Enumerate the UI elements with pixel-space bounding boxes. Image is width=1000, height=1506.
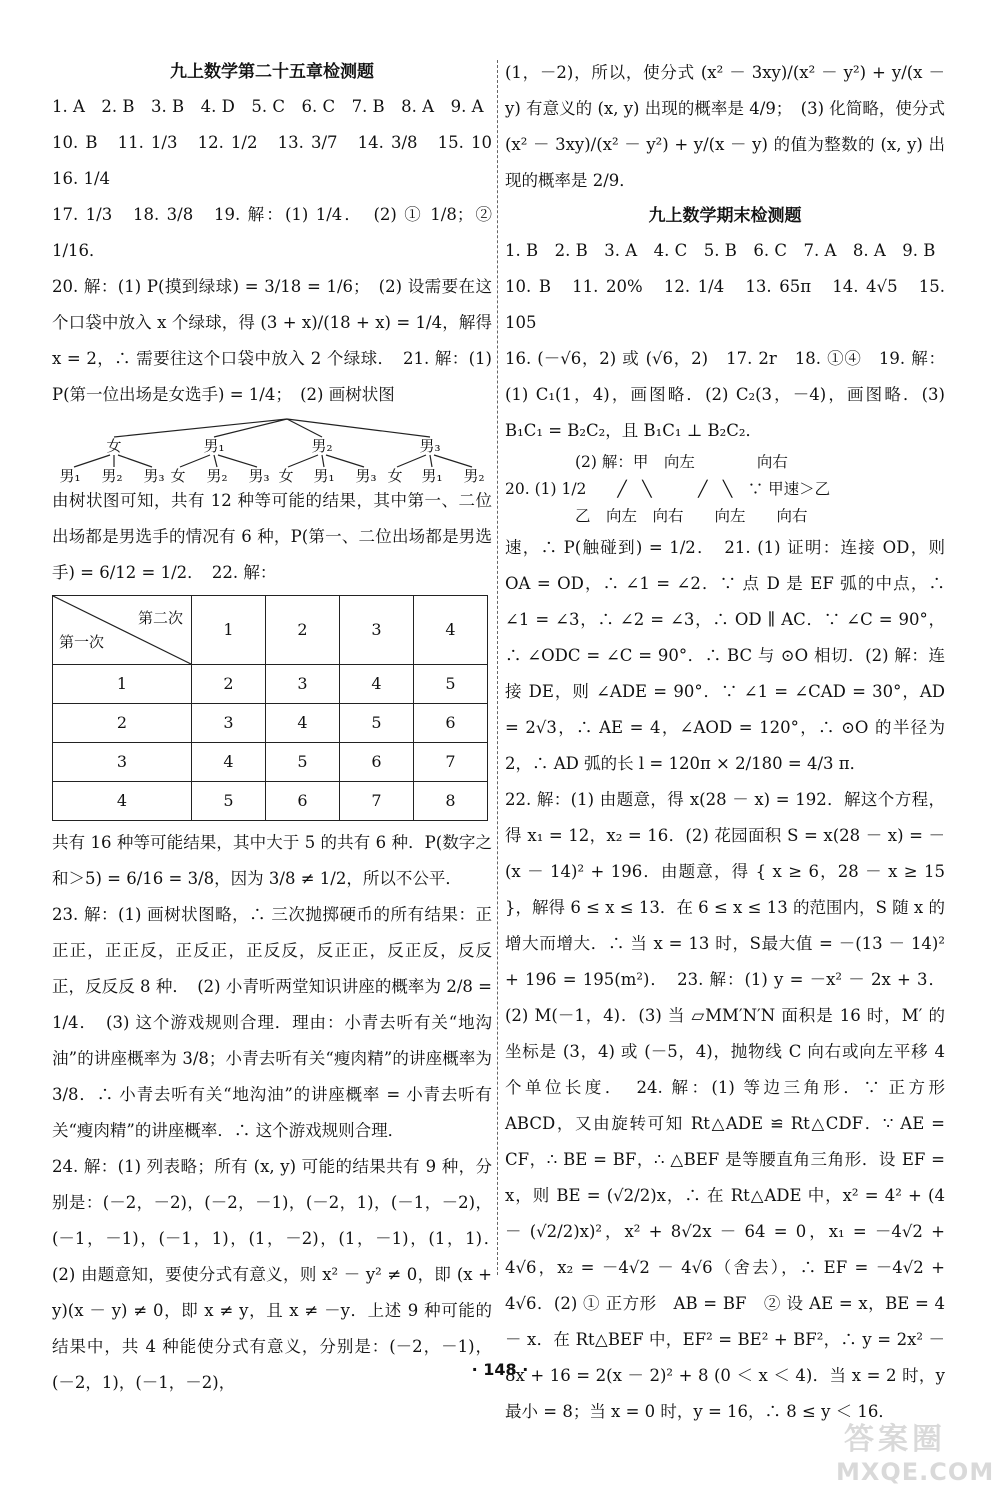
row-header: 2 [53,704,192,743]
second-draw-header: 第二次 [137,609,183,627]
answers-17-19: 17. 1/3 18. 3/8 19. 解：(1) 1/4． (2) ① 1/8；② 1/16． [52,205,492,260]
table-cell: 5 [414,665,488,704]
column-divider [497,60,498,1275]
tree-node: 男₂ [311,437,333,455]
table-row [53,704,488,743]
answer-24: 24. 解：(1) 列表略；所有 (x, y) 可能的结果共有 9 种，分别是：(－2，－2)，(－2，－1)，(－2，1)，(－1，－2)，(－1，－1)，(－1，1)，(1，－2)，(1，－1)，(1，1)． (2) 由题意知，要使分式有意义，则 x² － y² ≠ 0，即 (x + y)(x － y) ≠ 0，即 x ≠ y，且 x ≠ －y．上述 9 种可能的结果中，共 4 种能使分式有意义，分别是：(－2，－1)，(－2，1)，(－1，－2)， [52,1157,509,1392]
table-cell: 7 [414,743,488,782]
tree-leaf: 男₂ [463,467,485,483]
walk-line-2: 20. (1) 1/2 ╱ ╲ ╱ ╲ ∵ 甲速＞乙 [505,480,831,498]
table-cell: 5 [340,704,414,743]
table-corner-cell [53,596,192,665]
tree-leaf: 男₂ [206,467,228,483]
tree-leaf: 男₁ [421,467,443,483]
tree-leaf: 男₃ [143,467,165,483]
tree-leaf: 女 [387,467,403,483]
final-answers-1-9: 1. B 2. B 3. A 4. C 5. B 6. C 7. A 8. A 9. B [505,241,936,260]
watermark-logo [826,1414,995,1494]
column-header: 4 [414,596,488,665]
walk-line-1: (2) 解：甲 向左 向右 [575,453,788,471]
table-cell: 3 [266,665,340,704]
table-row [53,782,488,821]
column-header: 2 [266,596,340,665]
table-cell: 5 [192,782,266,821]
tree-leaf: 女 [170,467,186,483]
table-cell: 6 [340,743,414,782]
tree-leaf: 男₃ [355,467,377,483]
final-answers-22-24: 22. 解：(1) 由题意，得 x(28 － x) = 192．解这个方程，得 x₁ = 12，x₂ = 16．(2) 花园面积 S = x(28 － x) = －(x － 14)² + 196．由题意，得 { x ≥ 6，28 － x ≥ 15 }，解得 6 ≤ x ≤ 13．在 6 ≤ x ≤ 13 的范围内，S 随 x 的增大而增大．∴ 当 x = 13 时，S最大值 = －(13 － 14)² + 196 = 195(m²)． 23. 解：(1) y = －x² － 2x + 3．(2) M(－1，4)．(3) 当 ▱MM′N′N 面积是 16 时，M′ 的坐标是 (3，4) 或 (－5，4)，抛物线 C 向右或向左平移 4 个单位长度． 24. 解：(1) 等边三角形．∵ 正方形 ABCD，又由旋转可知 Rt△ADE ≌ Rt△CDF．∵ AE = CF，∴ BE = BF，∴ △BEF 是等腰直角三角形．设 EF = x，则 BE = (√2/2)x，∴ 在 Rt△ADE 中，x² = 4² + (4 － (√2/2)x)²，x² + 8√2x － 64 = 0，x₁ = －4√2 + 4√6，x₂ = －4√2 － 4√6（舍去），∴ EF = －4√2 + 4√6．(2) ① 正方形 AB = BF ② 设 AE = x，BE = 4 － x．在 Rt△BEF 中，EF² = BE² + BF²，∴ y = 2x² － 8x + 16 = 2(x － 2)² + 8 (0 ＜ x ＜ 4)．当 x = 2 时，y最小 = 8；当 x = 0 时，y = 16，∴ 8 ≤ y ＜ 16． [505,790,945,1421]
walk-line-3: 乙 向左 向右 向左 向右 [575,507,808,525]
answer-24-continued: (1，－2)，所以，使分式 (x² － 3xy)/(x² － y²) + y/(x － y) 有意义的 (x, y) 出现的概率是 4/9； (3) 化简略，使分式 (x² － 3xy)/(x² － y²) + y/(x － y) 的值为整数的 (x, y) 出现的概率是 2/9． [505,63,945,190]
table-cell: 2 [192,665,266,704]
tree-leaf: 男₁ [59,467,81,483]
walk-direction-diagram [505,449,945,530]
table-cell: 4 [266,704,340,743]
tree-leaf: 女 [278,467,294,483]
first-draw-header: 第一次 [59,633,105,651]
tree-leaf: 男₂ [101,467,123,483]
table-cell: 6 [266,782,340,821]
table-cell: 7 [340,782,414,821]
final-answers-20-21: 速，∴ P(触碰到) = 1/2． 21. (1) 证明：连接 OD，则 OA = OD，∴ ∠1 = ∠2．∵ 点 D 是 EF 弧的中点，∴ ∠1 = ∠3，∴ ∠2 = ∠3，∴ OD ∥ AC．∵ ∠C = 90°，∴ ∠ODC = ∠C = 90°．∴ BC 与 ⊙O 相切．(2) 解：连接 DE，则 ∠ADE = 90°．∵ ∠1 = ∠CAD = 30°，AD = 2√3，∴ AE = 4，∠AOD = 120°，∴ ⊙O 的半径为 2，∴ AD 弧的长 l = 120π × 2/180 = 4/3 π． [505,538,945,773]
table-row [53,665,488,704]
tree-leaf: 男₃ [248,467,270,483]
answers-10-16: 10. B 11. 1/3 12. 1/2 13. 3/7 14. 3/8 15. 10 16. 1/4 [52,133,509,188]
table-row [53,743,488,782]
tree-node: 男₁ [203,437,225,455]
page-number: · 148 · [471,1360,529,1379]
table-cell: 3 [192,704,266,743]
answer-21-conclusion: 由树状图可知，共有 12 种等可能的结果，其中第一、二位出场都是男选手的情况有 6 种，P(第一、二位出场都是男选手) = 6/12 = 1/2． 22. 解： [52,491,492,582]
tree-node: 男₃ [419,437,441,455]
answer-22-conclusion: 共有 16 种等可能结果，其中大于 5 的共有 6 种．P(数字之和＞5) = 6/16 = 3/8，因为 3/8 ≠ 1/2，所以不公平． [52,833,492,888]
tree-node: 女 [106,437,122,455]
answers-1-9: 1. A 2. B 3. B 4. D 5. C 6. C 7. B 8. A 9. A [52,97,484,116]
answer-23: 23. 解：(1) 画树状图略，∴ 三次抛掷硬币的所有结果：正正正，正正反，正反正，正反反，反正正，反正反，反反正，反反反 8 种． (2) 小青听两堂知识讲座的概率为 2/8 = 1/4． (3) 这个游戏规则合理．理由：小青去听有关“地沟油”的讲座概率为 3/8；小青去听有关“瘦肉精”的讲座概率为 3/8．∴ 小青去听有关“地沟油”的讲座概率 = 小青去听有关“瘦肉精”的讲座概率．∴ 这个游戏规则合理． [52,905,492,1140]
tree-diagram [52,417,492,483]
table-cell: 5 [266,743,340,782]
sum-table [52,595,488,821]
watermark-url: MXQE.COM [836,1458,995,1486]
column-header: 1 [192,596,266,665]
column-header: 3 [340,596,414,665]
table-cell: 4 [192,743,266,782]
table-cell: 4 [340,665,414,704]
row-header: 3 [53,743,192,782]
final-answers-10-15: 10. B 11. 20% 12. 1/4 13. 65π 14. 4√5 15. 105 [505,277,945,332]
final-answers-16-19: 16. (－√6，2) 或 (√6，2) 17. 2r 18. ①④ 19. 解：(1) C₁(1，4)，画图略．(2) C₂(3，－4)，画图略．(3) B₁C₁ = B₂C₂，且 B₁C₁ ⊥ B₂C₂． [505,349,945,440]
watermark-text: 答案圈 [844,1422,946,1457]
tree-leaf: 男₁ [313,467,335,483]
row-header: 1 [53,665,192,704]
right-column [505,55,945,1430]
final-exam-title: 九上数学期末检测题 [648,206,802,226]
chapter-25-test-title: 九上数学第二十五章检测题 [170,62,374,82]
table-cell: 8 [414,782,488,821]
answers-20-21: 20. 解：(1) P(摸到绿球) = 3/18 = 1/6； (2) 设需要在这个口袋中放入 x 个绿球，得 (3 + x)/(18 + x) = 1/4，解得 x = 2，∴ 需要往这个口袋中放入 2 个绿球． 21. 解：(1) P(第一位出场是女选手) = 1/4； (2) 画树状图 [52,277,492,404]
row-header: 4 [53,782,192,821]
table-cell: 6 [414,704,488,743]
